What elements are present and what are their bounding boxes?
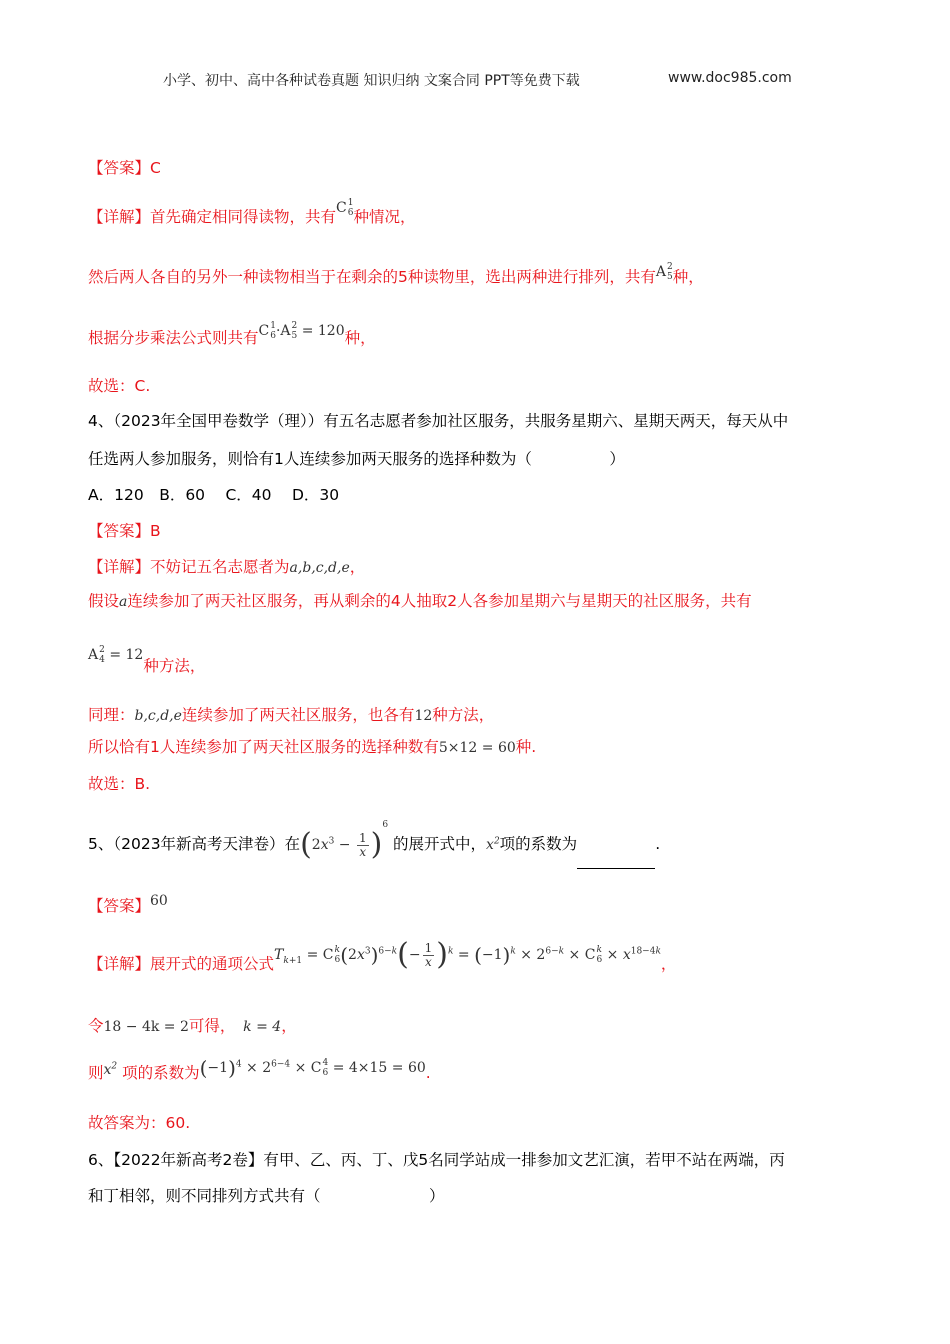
q5-detail-line-1	[88, 938, 676, 990]
detail-text: 连续参加了两天社区服务，也各有	[181, 706, 415, 724]
answer-value: 60	[150, 893, 168, 909]
q5-stem	[88, 820, 660, 868]
q4-detail-line-5	[88, 736, 536, 759]
coefficient-formula: $(-1)^4 \times 2^{6-4} \times C$ 4 6 = 4×15 = 60	[199, 1056, 426, 1080]
detail-text: 展开式的通项公式	[150, 955, 275, 973]
detail-text: 假设	[88, 592, 120, 610]
detail-text: 然后两人各自的另外一种读物相当于在剩余的5种读物里，选出两种进行排列，共有	[88, 268, 656, 286]
detail-text: 所以恰有1人连续参加了两天社区服务的选择种数有	[88, 738, 439, 756]
formula-5x12: 5×12 = 60	[438, 740, 516, 756]
q4-options: A．120 B．60 C．40 D．30	[88, 486, 340, 504]
detail-text: 则	[88, 1064, 104, 1082]
detail-text: 项的系数为	[122, 1064, 200, 1082]
q6-stem-line-2: 和丁相邻，则不同排列方式共有（ ）	[88, 1187, 445, 1205]
q4-detail-line-1	[88, 556, 365, 579]
detail-text: 同理：	[88, 706, 135, 724]
equation-18-4k: 18 − 4k = 2	[103, 1019, 189, 1035]
q3-detail-line-3	[88, 321, 376, 350]
q5-detail-line-2	[88, 1015, 297, 1038]
answer-blank[interactable]	[577, 852, 655, 869]
detail-text: ，	[349, 558, 366, 576]
detail-tag: 【详解】	[88, 955, 151, 973]
stem-text: 5、（2023年新高考天津卷）在	[88, 835, 301, 853]
q3-detail-line-2	[88, 262, 704, 289]
q5-answer-line	[88, 895, 168, 918]
detail-text: 种方法，	[432, 706, 495, 724]
variables-bcde: b,c,d,e	[134, 708, 182, 724]
q3-answer-line	[88, 157, 161, 179]
detail-tag: 【详解】	[88, 558, 151, 576]
page-header-left: 小学、初中、高中各种试卷真题 知识归纳 文案合同 PPT等免费下载	[163, 73, 580, 89]
q4-stem-line-1: 4、（2023年全国甲卷数学（理））有五名志愿者参加社区服务，共服务星期六、星期天两天，每天从中	[88, 412, 789, 430]
answer-tag: 【答案】	[88, 522, 151, 540]
number-12: 12	[414, 708, 433, 724]
answer-value: B	[150, 522, 161, 540]
q4-detail-line-4	[88, 704, 494, 727]
detail-text: 种情况，	[353, 208, 416, 226]
detail-text: 根据分步乘法公式则共有	[88, 329, 259, 347]
q3-final: 故选：C.	[88, 377, 151, 395]
detail-text: 不妨记五名志愿者为	[150, 558, 290, 576]
variables-abcde: a,b,c,d,e	[289, 560, 350, 576]
detail-tag: 【详解】	[88, 208, 151, 226]
detail-text: 令	[88, 1017, 104, 1035]
general-term-formula: $T_{k+1} = C$ k 6 $(2x^3)^{6-k}(-$ $\frac{1}{x}$ )$^k = (-1)^k \times 2^{6-k} \times C$ k 6 × $x^{18-4k}$	[274, 937, 661, 972]
answer-value: C	[150, 159, 161, 177]
detail-text: ，	[281, 1017, 297, 1035]
detail-text: 首先确定相同得读物，共有	[150, 208, 337, 226]
page-header-url[interactable]: www.doc985.com	[668, 70, 792, 86]
detail-text: 种，	[344, 329, 376, 347]
detail-text: 种，	[672, 268, 704, 286]
term-x2: $x^2$	[486, 836, 500, 853]
detail-text: 连续参加了两天社区服务，再从剩余的4人抽取2人各参加星期六与星期天的社区服务，共有	[127, 592, 752, 610]
combination-c61: C 1 6	[336, 198, 354, 218]
q4-answer-line	[88, 520, 161, 542]
detail-text: .	[425, 1064, 431, 1082]
q4-detail-line-3	[88, 645, 206, 678]
answer-tag: 【答案】	[88, 159, 151, 177]
detail-text: ，	[660, 955, 677, 973]
detail-text: 种方法，	[143, 657, 206, 675]
answer-tag: 【答案】	[88, 897, 151, 915]
q5-final: 故答案为：60.	[88, 1114, 191, 1132]
q4-stem-line-2: 任选两人参加服务，则恰有1人连续参加两天服务的选择种数为（ ）	[88, 450, 625, 468]
formula-a42: A 2 4 = 12	[88, 645, 144, 665]
arrangement-a52: A 2 5	[655, 262, 673, 282]
q6-stem-line-1: 6、【2022年新高考2卷】有甲、乙、丙、丁、戊5名同学站成一排参加文艺汇演，若甲不站在两端，丙	[88, 1151, 785, 1169]
term-x2: $x^2$	[103, 1061, 118, 1078]
binomial-expression: ($2x^3$ − $\frac{1}{x}$ )$^6$	[300, 820, 389, 862]
stem-text: 项的系数为	[499, 835, 578, 853]
q3-detail-line-1	[88, 198, 416, 229]
formula-c61-a52: C 1 6 ·A 2 5 = 120	[258, 321, 345, 341]
q4-final: 故选：B.	[88, 775, 151, 793]
equation-k4: k = 4	[243, 1019, 282, 1035]
variable-a: a	[119, 594, 128, 610]
stem-text: .	[655, 835, 661, 853]
stem-text: 的展开式中，	[393, 835, 487, 853]
q5-detail-line-3	[88, 1056, 431, 1085]
q4-detail-line-2	[88, 590, 752, 613]
detail-text: 可得，	[188, 1017, 228, 1035]
detail-text: 种.	[515, 738, 537, 756]
